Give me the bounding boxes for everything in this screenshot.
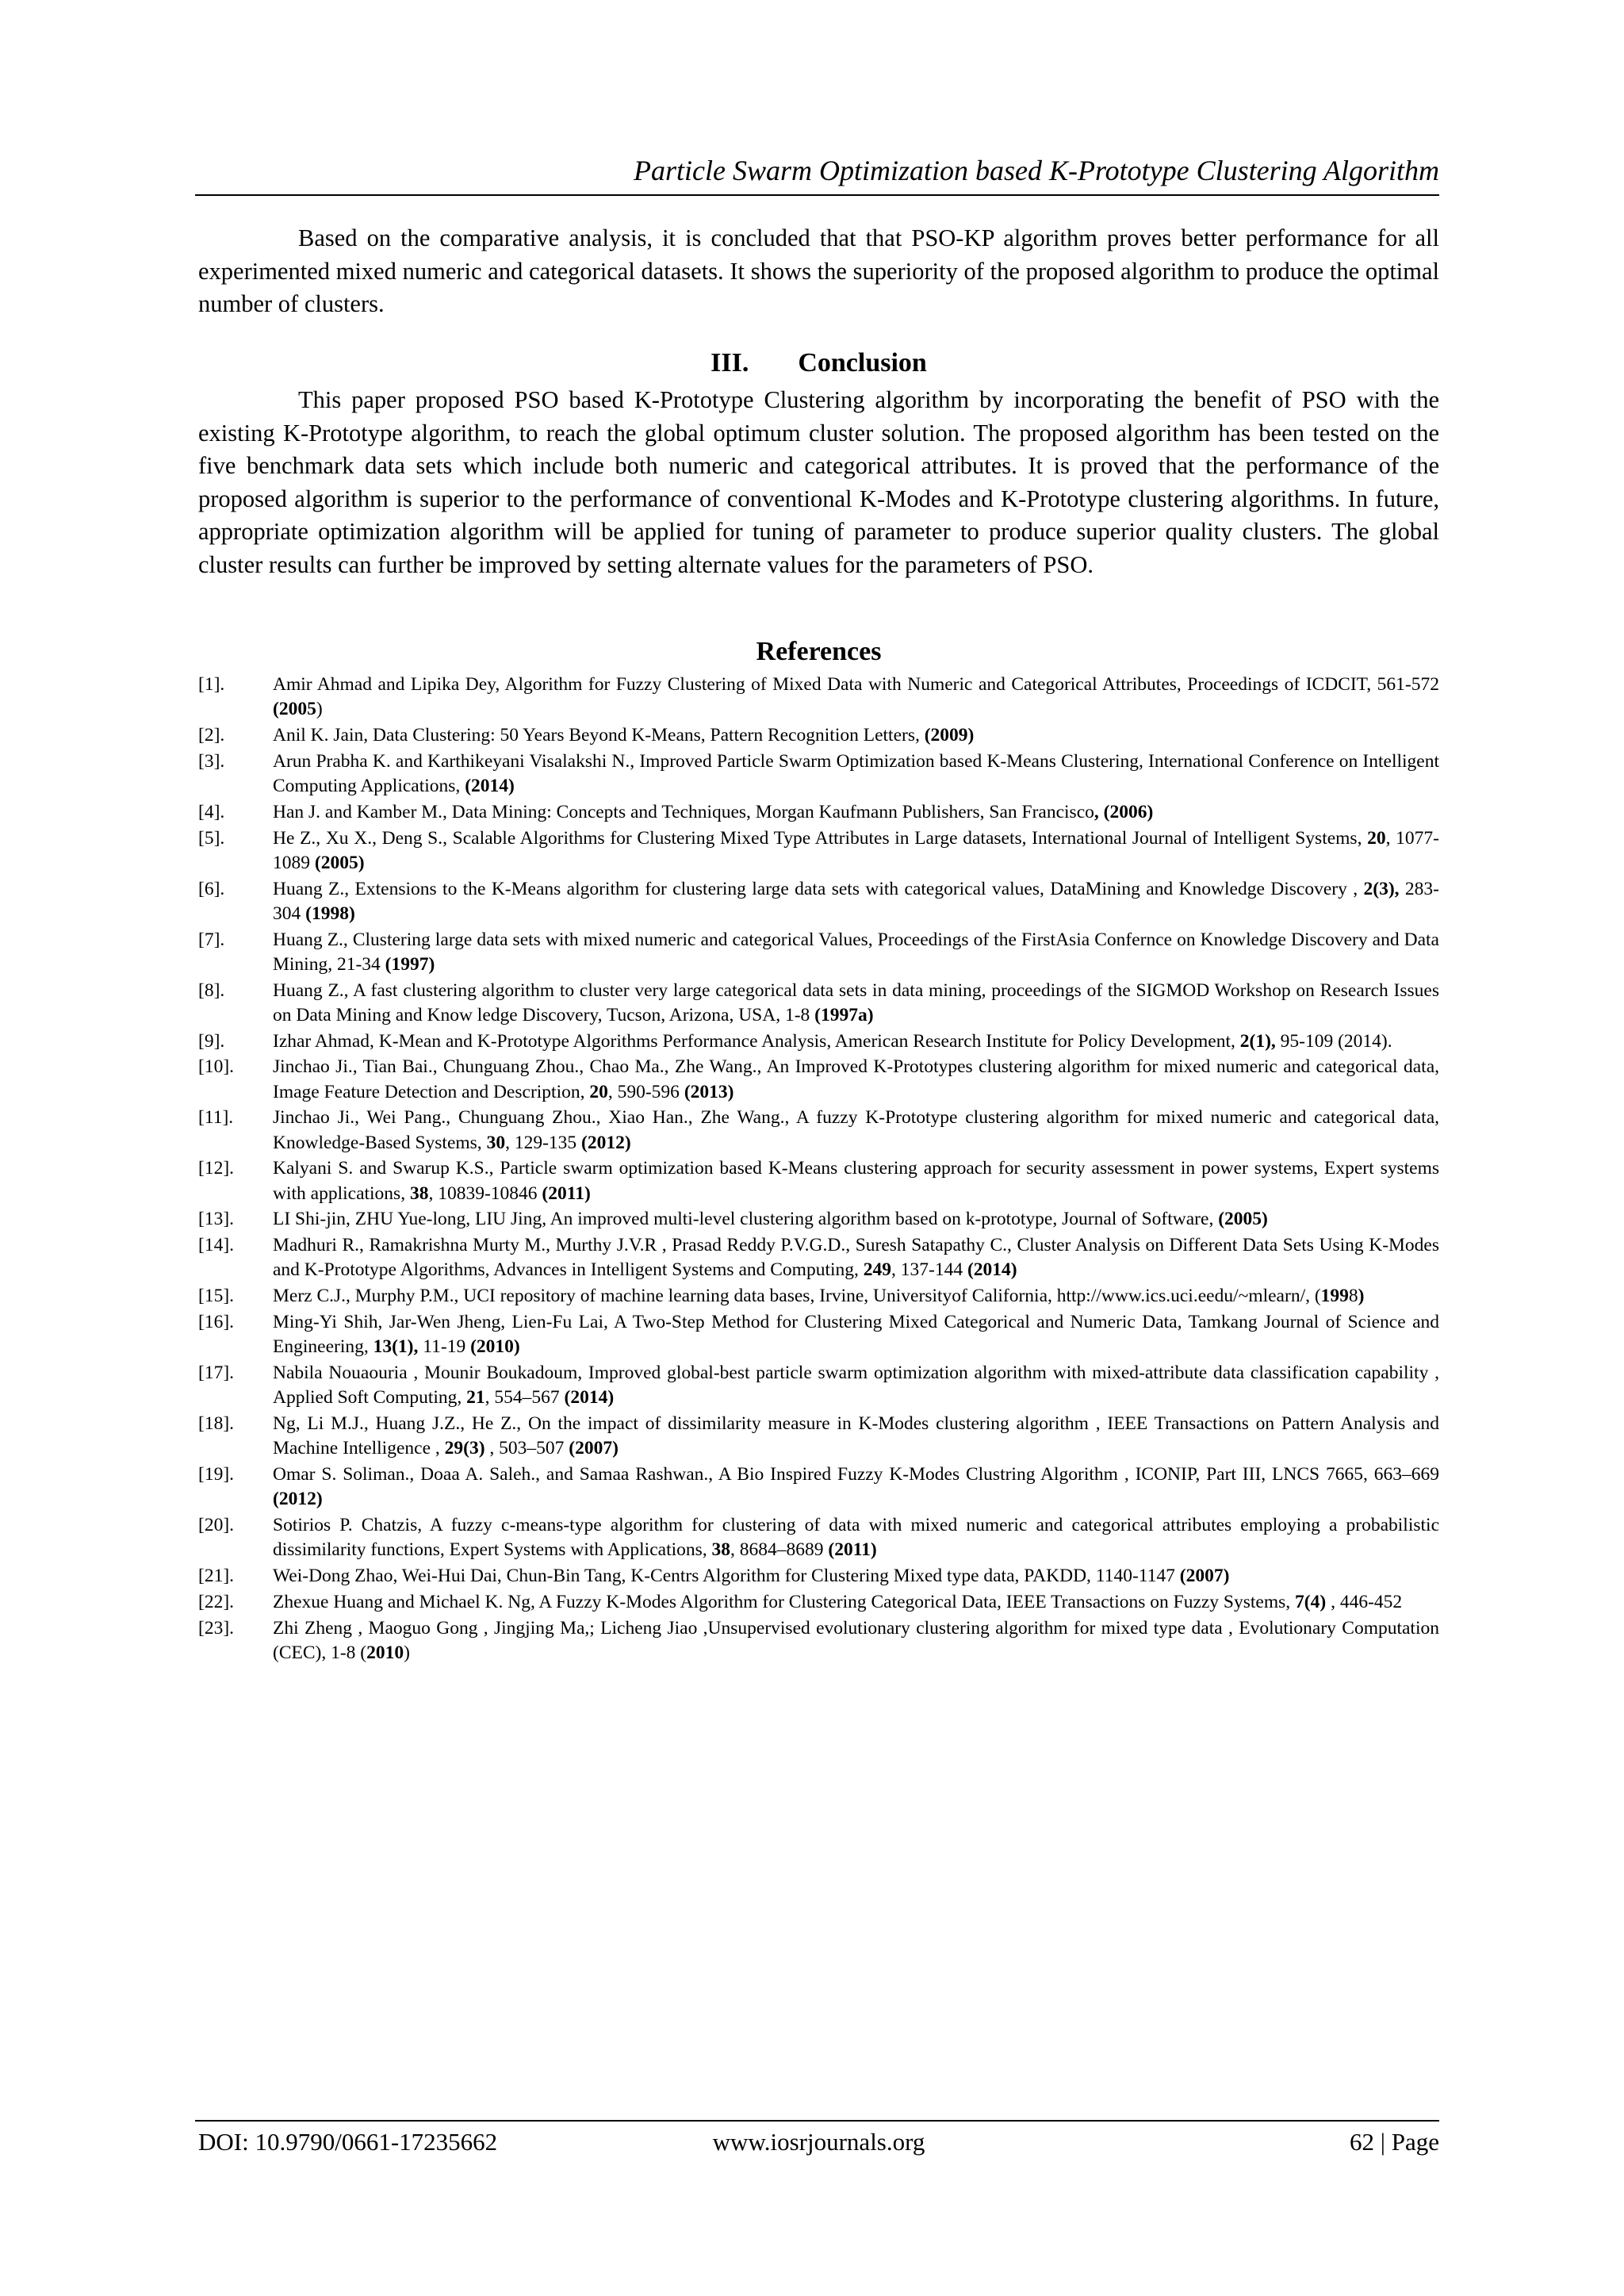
reference-number: [13]. bbox=[198, 1209, 235, 1230]
reference-segment: Amir Ahmad and Lipika Dey, Algorithm for Fuzzy Clustering of Mixed Data with Numeric and Categorical Attributes, Proceedings of ICDCIT, 561-572 bbox=[273, 674, 1439, 695]
reference-item bbox=[198, 1055, 1439, 1104]
reference-segment: Kalyani S. and Swarup K.S., Particle swarm optimization based K-Means clustering approach for security assessment in power systems, Expert systems with applications, bbox=[273, 1158, 1439, 1204]
reference-text bbox=[273, 1592, 1402, 1612]
section-title: Conclusion bbox=[798, 348, 927, 378]
reference-bold-segment: 30 bbox=[486, 1132, 506, 1153]
reference-item bbox=[198, 1284, 1439, 1309]
reference-segment: Anil K. Jain, Data Clustering: 50 Years Beyond K-Means, Pattern Recognition Letters, bbox=[273, 725, 925, 746]
reference-number: [3]. bbox=[198, 750, 225, 772]
reference-segment: Omar S. Soliman., Doaa A. Saleh., and Samaa Rashwan., A Bio Inspired Fuzzy K-Modes Clustring Algorithm , ICONIP, Part III, LNCS 7665, 663–669 bbox=[273, 1463, 1439, 1485]
reference-item bbox=[198, 1564, 1439, 1589]
section-heading bbox=[198, 346, 1439, 381]
reference-bold-segment: 21 bbox=[466, 1387, 485, 1409]
reference-item bbox=[198, 1462, 1439, 1512]
reference-segment: 8 bbox=[1348, 1286, 1358, 1307]
reference-bold-segment: (2009) bbox=[924, 725, 975, 746]
reference-bold-segment: (1997) bbox=[385, 953, 435, 975]
reference-segment: Jinchao Ji., Tian Bai., Chunguang Zhou., Chao Ma., Zhe Wang., An Improved K-Prototypes clustering algorithm for mixed numeric and categorical data, Image Feature Detection and Description, bbox=[273, 1056, 1439, 1102]
reference-list bbox=[198, 673, 1439, 1667]
reference-number: [14]. bbox=[198, 1235, 235, 1256]
reference-segment: , 446-452 bbox=[1326, 1591, 1403, 1612]
reference-bold-segment: , (2006) bbox=[1094, 801, 1154, 822]
reference-item bbox=[198, 877, 1439, 926]
reference-segment: Ming-Yi Shih, Jar-Wen Jheng, Lien-Fu Lai, A Two-Step Method for Clustering Mixed Categorical and Numeric Data, Tamkang Journal of Science and Engineering, bbox=[273, 1311, 1439, 1358]
reference-bold-segment: 13(1), bbox=[373, 1336, 419, 1358]
reference-segment: Madhuri R., Ramakrishna Murty M., Murthy J.V.R , Prasad Reddy P.V.G.D., Suresh Satapathy C., Cluster Analysis on Different Data Sets Using K-Modes and K-Prototype Algorithms, Advances in Intelligent Systems and Computing, bbox=[273, 1235, 1439, 1281]
reference-item bbox=[198, 749, 1439, 799]
reference-text bbox=[273, 802, 1153, 822]
reference-bold-segment: (2005) bbox=[314, 852, 365, 873]
reference-item bbox=[198, 800, 1439, 825]
reference-text bbox=[273, 980, 1439, 1025]
reference-item bbox=[198, 1156, 1439, 1205]
reference-segment: , 590-596 bbox=[607, 1081, 684, 1102]
reference-item bbox=[198, 673, 1439, 722]
reference-text bbox=[273, 725, 974, 746]
references-heading: References bbox=[756, 637, 882, 666]
reference-bold-segment: (2012) bbox=[581, 1132, 631, 1153]
reference-segment: 95-109 (2014). bbox=[1275, 1030, 1392, 1052]
reference-item bbox=[198, 1412, 1439, 1461]
reference-segment: ) bbox=[404, 1642, 410, 1663]
reference-number: [1]. bbox=[198, 674, 225, 695]
reference-text bbox=[273, 1618, 1439, 1663]
reference-bold-segment: (2011) bbox=[828, 1539, 877, 1561]
reference-number: [20]. bbox=[198, 1514, 235, 1535]
reference-segment: Jinchao Ji., Wei Pang., Chunguang Zhou., Xiao Han., Zhe Wang., A fuzzy K-Prototype clustering algorithm for mixed numeric and categorical data, Knowledge-Based Systems, bbox=[273, 1107, 1439, 1153]
reference-item bbox=[198, 1233, 1439, 1282]
reference-item bbox=[198, 1590, 1439, 1615]
reference-text bbox=[273, 674, 1439, 719]
reference-segment: Sotirios P. Chatzis, A fuzzy c-means-type algorithm for clustering of data with mixed numeric and categorical attributes employing a probabilistic dissimilarity functions, Expert Systems with Applications, bbox=[273, 1514, 1439, 1561]
reference-text bbox=[273, 828, 1439, 873]
reference-bold-segment: (2014) bbox=[564, 1387, 615, 1409]
reference-text bbox=[273, 1464, 1439, 1509]
section-number: III. bbox=[710, 348, 749, 378]
reference-text bbox=[273, 1566, 1229, 1586]
reference-segment: 11-19 bbox=[418, 1336, 471, 1358]
reference-item bbox=[198, 1616, 1439, 1665]
reference-segment: Izhar Ahmad, K-Mean and K-Prototype Algorithms Performance Analysis, American Research Institute for Policy Development, bbox=[273, 1030, 1240, 1052]
reference-bold-segment: 29(3) bbox=[444, 1438, 485, 1459]
reference-text bbox=[273, 1031, 1392, 1052]
reference-text bbox=[273, 1515, 1439, 1560]
reference-segment: Merz C.J., Murphy P.M., UCI repository of machine learning data bases, Irvine, Universityof California, http://www.ics.uci.eedu/~mlearn/, ( bbox=[273, 1286, 1321, 1307]
reference-segment: He Z., Xu X., Deng S., Scalable Algorithms for Clustering Mixed Type Attributes in Large datasets, International Journal of Intelligent Systems, bbox=[273, 827, 1368, 849]
reference-bold-segment: 7(4) bbox=[1295, 1591, 1327, 1612]
reference-text bbox=[273, 930, 1439, 975]
reference-segment: , 10839-10846 bbox=[428, 1182, 542, 1204]
footer-rule bbox=[195, 2120, 1439, 2122]
reference-segment: LI Shi-jin, ZHU Yue-long, LIU Jing, An improved multi-level clustering algorithm based on k-prototype, Journal of Software, bbox=[273, 1209, 1219, 1230]
reference-bold-segment: 38 bbox=[409, 1182, 429, 1204]
reference-bold-segment: 249 bbox=[863, 1259, 892, 1281]
reference-segment: Huang Z., Clustering large data sets with mixed numeric and categorical Values, Proceedings of the FirstAsia Confernce on Knowledge Discovery and Data Mining, 21-34 bbox=[273, 929, 1439, 975]
reference-number: [8]. bbox=[198, 979, 225, 1001]
reference-bold-segment: (2007) bbox=[569, 1438, 619, 1459]
reference-text bbox=[273, 1209, 1268, 1229]
reference-segment: Huang Z., Extensions to the K-Means algorithm for clustering large data sets with categorical values, DataMining and Knowledge Discovery , bbox=[273, 878, 1364, 899]
reference-bold-segment: (2010) bbox=[470, 1336, 520, 1358]
reference-segment: , 137-144 bbox=[891, 1259, 967, 1281]
reference-bold-segment: (1997a) bbox=[814, 1004, 874, 1025]
reference-segment: , 503–507 bbox=[485, 1438, 569, 1459]
reference-number: [15]. bbox=[198, 1286, 235, 1307]
reference-segment: , 554–567 bbox=[485, 1387, 565, 1409]
reference-number: [6]. bbox=[198, 878, 225, 899]
footer-doi: DOI: 10.9790/0661-17235662 bbox=[198, 2128, 498, 2156]
reference-text bbox=[273, 1286, 1365, 1306]
reference-item bbox=[198, 1513, 1439, 1562]
reference-text bbox=[273, 751, 1439, 796]
reference-segment: Huang Z., A fast clustering algorithm to cluster very large categorical data sets in data mining, proceedings of the SIGMOD Workshop on Research Issues on Data Mining and Know ledge Discovery, Tucson, Arizona, USA, 1-8 bbox=[273, 979, 1439, 1025]
body-paragraph-1: Based on the comparative analysis, it is concluded that that PSO-KP algorithm proves better performance for all experimented mixed numeric and categorical datasets. It shows the superiority of the proposed algorithm to produce the optimal number of clusters. bbox=[198, 224, 1439, 317]
reference-number: [17]. bbox=[198, 1362, 235, 1383]
reference-segment: Ng, Li M.J., Huang J.Z., He Z., On the impact of dissimilarity measure in K-Modes clustering algorithm , IEEE Transactions on Pattern Analysis and Machine Intelligence , bbox=[273, 1412, 1439, 1459]
body-paragraph-2: This paper proposed PSO based K-Prototype Clustering algorithm by incorporating the benefit of PSO with the existing K-Prototype algorithm, to reach the global optimum cluster solution. The proposed algorithm has been tested on the five benchmark data sets which include both numeric and categorical attributes. It is proved that the performance of the proposed algorithm is superior to the performance of conventional K-Modes and K-Prototype clustering algorithms. In future, appropriate optimization algorithm will be applied for tuning of parameter to produce superior quality clusters. The global cluster results can further be improved by setting alternate values for the parameters of PSO. bbox=[198, 386, 1439, 578]
reference-bold-segment: 2(1), bbox=[1239, 1030, 1276, 1052]
reference-bold-segment: 20 bbox=[589, 1081, 608, 1102]
reference-bold-segment: (2011) bbox=[542, 1182, 591, 1204]
reference-segment: 283-304 bbox=[273, 878, 1439, 924]
header-rule bbox=[195, 194, 1439, 196]
running-title: Particle Swarm Optimization based K-Prototype Clustering Algorithm bbox=[634, 155, 1439, 186]
reference-bold-segment: (2014) bbox=[465, 776, 515, 796]
reference-item bbox=[198, 1310, 1439, 1359]
reference-bold-segment: (2012) bbox=[273, 1489, 323, 1510]
reference-number: [5]. bbox=[198, 827, 225, 849]
reference-segment: Zhi Zheng , Maoguo Gong , Jingjing Ma,; Licheng Jiao ,Unsupervised evolutionary clustering algorithm for mixed type data , Evolutionary Computation (CEC), 1-8 ( bbox=[273, 1617, 1439, 1663]
reference-bold-segment: (2007) bbox=[1179, 1565, 1230, 1586]
reference-number: [11]. bbox=[198, 1107, 234, 1129]
reference-bold-segment: 2010 bbox=[366, 1642, 404, 1663]
reference-text bbox=[273, 1107, 1439, 1152]
reference-segment: , 1077-1089 bbox=[273, 827, 1439, 873]
reference-segment: Nabila Nouaouria , Mounir Boukadoum, Improved global-best particle swarm optimization algorithm with mixed-attribute data classification capability , Applied Soft Computing, bbox=[273, 1362, 1439, 1409]
reference-item bbox=[198, 1106, 1439, 1155]
reference-number: [4]. bbox=[198, 801, 225, 822]
reference-bold-segment: (2013) bbox=[684, 1081, 734, 1102]
reference-text bbox=[273, 1413, 1439, 1458]
reference-item bbox=[198, 1029, 1439, 1054]
reference-item bbox=[198, 1361, 1439, 1410]
reference-number: [23]. bbox=[198, 1617, 235, 1639]
reference-number: [10]. bbox=[198, 1056, 235, 1078]
reference-segment: , 8684–8689 bbox=[730, 1539, 829, 1561]
reference-bold-segment: (1998) bbox=[305, 903, 355, 924]
reference-number: [2]. bbox=[198, 725, 225, 746]
reference-item bbox=[198, 928, 1439, 977]
reference-number: [22]. bbox=[198, 1591, 235, 1612]
reference-item bbox=[198, 826, 1439, 876]
reference-bold-segment: (2005 bbox=[273, 699, 316, 720]
reference-number: [12]. bbox=[198, 1158, 235, 1179]
reference-item bbox=[198, 723, 1439, 748]
reference-number: [9]. bbox=[198, 1030, 225, 1052]
reference-segment: Han J. and Kamber M., Data Mining: Concepts and Techniques, Morgan Kaufmann Publishers, San Francisco bbox=[273, 801, 1094, 822]
reference-number: [18]. bbox=[198, 1412, 235, 1434]
reference-text bbox=[273, 1363, 1439, 1408]
reference-number: [19]. bbox=[198, 1463, 235, 1485]
reference-text bbox=[273, 1312, 1439, 1357]
reference-bold-segment: (2014) bbox=[967, 1259, 1017, 1281]
reference-item bbox=[198, 1207, 1439, 1232]
reference-segment: Zhexue Huang and Michael K. Ng, A Fuzzy K-Modes Algorithm for Clustering Categorical Data, IEEE Transactions on Fuzzy Systems, bbox=[273, 1591, 1296, 1612]
reference-bold-segment: 20 bbox=[1367, 827, 1386, 849]
reference-segment: Arun Prabha K. and Karthikeyani Visalakshi N., Improved Particle Swarm Optimization based K-Means Clustering, International Conference on Intelligent Computing Applications, bbox=[273, 750, 1439, 796]
reference-text bbox=[273, 879, 1439, 924]
reference-bold-segment: 38 bbox=[711, 1539, 731, 1561]
reference-text bbox=[273, 1056, 1439, 1102]
reference-number: [21]. bbox=[198, 1565, 235, 1586]
reference-segment: Wei-Dong Zhao, Wei-Hui Dai, Chun-Bin Tang, K-Centrs Algorithm for Clustering Mixed type data, PAKDD, 1140-1147 bbox=[273, 1565, 1180, 1586]
reference-bold-segment: ) bbox=[1358, 1286, 1365, 1307]
reference-text bbox=[273, 1158, 1439, 1203]
reference-segment: , 129-135 bbox=[505, 1132, 582, 1153]
reference-bold-segment: 199 bbox=[1320, 1286, 1349, 1307]
footer-website: www.iosrjournals.org bbox=[712, 2128, 925, 2156]
reference-text bbox=[273, 1235, 1439, 1280]
reference-item bbox=[198, 979, 1439, 1028]
reference-bold-segment: 2(3), bbox=[1363, 878, 1400, 899]
reference-number: [7]. bbox=[198, 929, 225, 950]
reference-number: [16]. bbox=[198, 1311, 235, 1332]
footer-page-number: 62 | Page bbox=[1350, 2128, 1439, 2156]
reference-segment: ) bbox=[316, 699, 323, 720]
reference-bold-segment: (2005) bbox=[1218, 1209, 1268, 1230]
